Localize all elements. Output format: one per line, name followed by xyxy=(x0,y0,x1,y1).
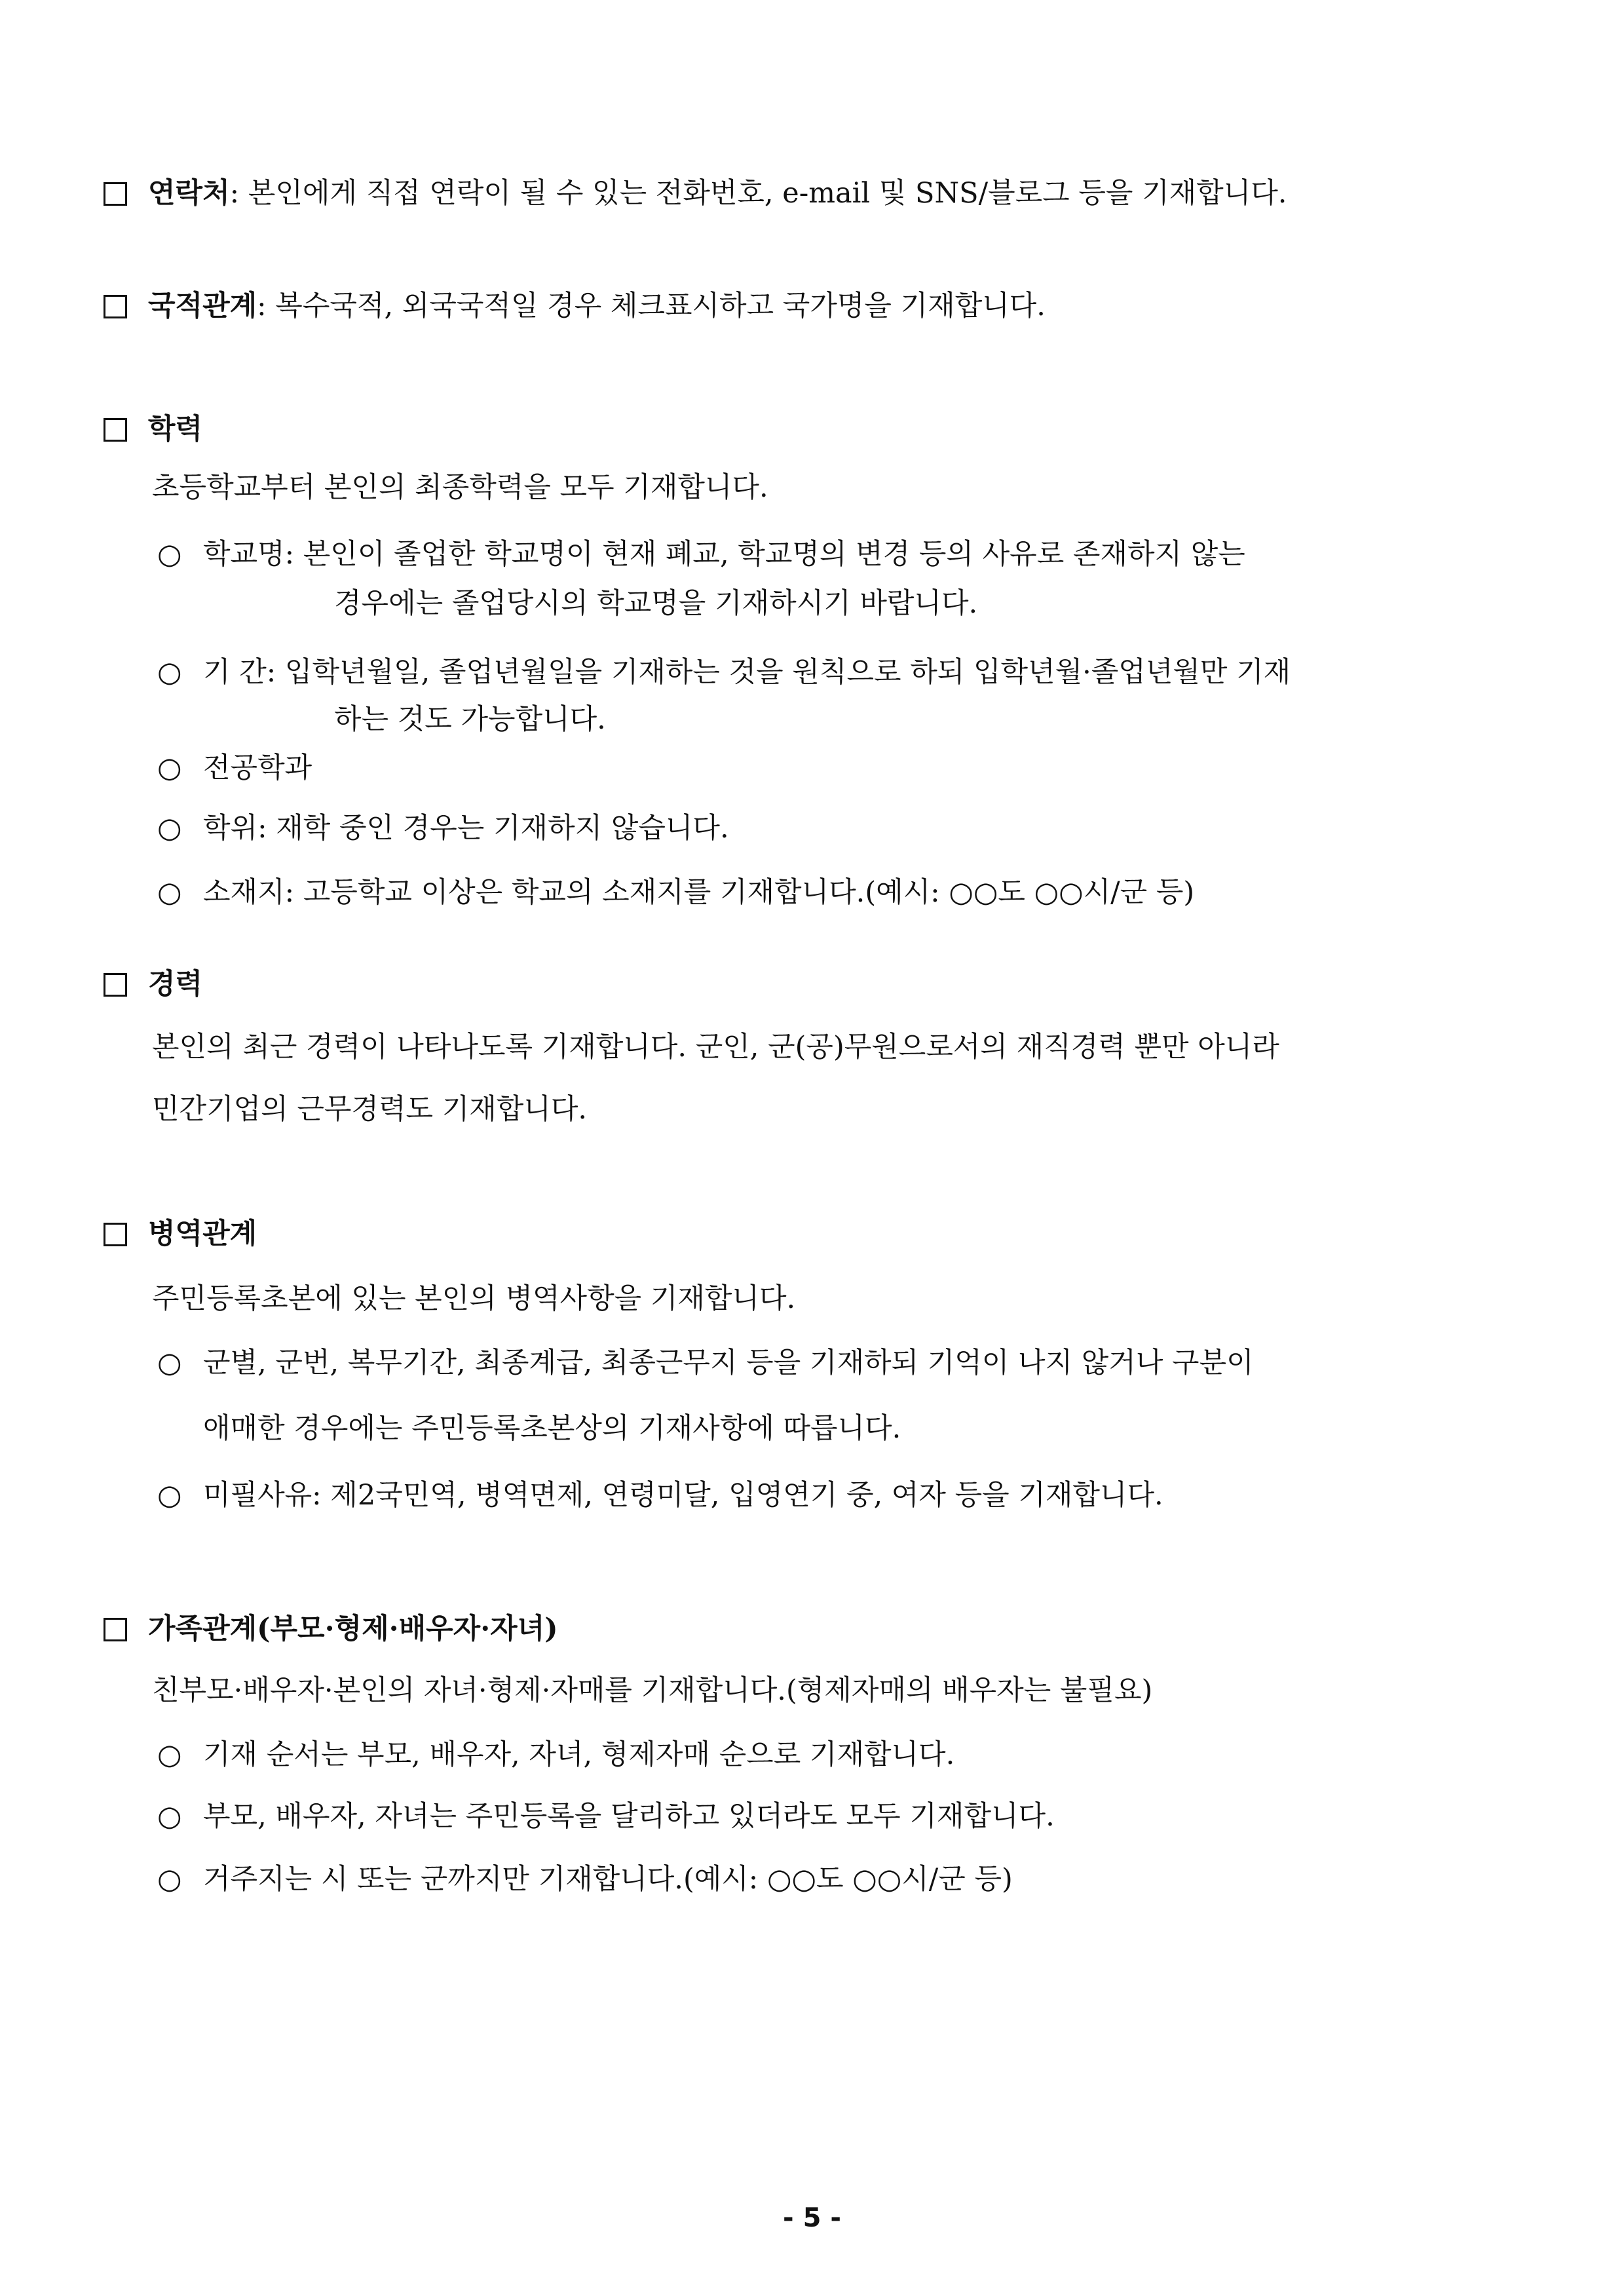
military-item-service xyxy=(157,1343,1254,1383)
bullet-icon: ○ xyxy=(157,1479,182,1512)
bullet-icon: ○ xyxy=(157,1800,182,1833)
bullet-icon: ○ xyxy=(157,538,182,571)
checkbox-icon xyxy=(104,418,127,442)
career-heading xyxy=(104,965,202,1004)
family-item-order-text: 기재 순서는 부모, 배우자, 자녀, 형제자매 순으로 기재합니다. xyxy=(203,1738,955,1771)
family-item-order xyxy=(157,1735,954,1774)
education-heading xyxy=(104,410,202,449)
bullet-icon: ○ xyxy=(157,876,182,909)
military-heading xyxy=(104,1214,257,1253)
nationality-line xyxy=(104,286,1046,326)
page-number: - 5 - xyxy=(783,2203,841,2233)
nationality-title: 국적관계 xyxy=(148,290,257,322)
education-item-degree-text: 학위: 재학 중인 경우는 기재하지 않습니다. xyxy=(203,812,729,845)
military-item-exempt-text: 미필사유: 제2국민역, 병역면제, 연령미달, 입영연기 중, 여자 등을 기재합니다. xyxy=(203,1479,1163,1512)
career-title: 경력 xyxy=(148,968,203,1001)
contact-title: 연락처 xyxy=(148,177,230,210)
family-title: 가족관계(부모·형제·배우자·자녀) xyxy=(148,1613,558,1645)
military-title: 병역관계 xyxy=(148,1217,257,1250)
education-item-degree xyxy=(157,809,729,848)
contact-text: : 본인에게 직접 연락이 될 수 있는 전화번호, e-mail 및 SNS/블로그 등을 기재합니다. xyxy=(229,177,1287,210)
education-item-location-text: 소재지: 고등학교 이상은 학교의 소재지를 기재합니다.(예시: ○○도 ○○시/군 등) xyxy=(203,876,1195,909)
family-item-residence xyxy=(157,1860,1013,1899)
military-item-exempt xyxy=(157,1476,1163,1515)
contact-line xyxy=(104,174,1287,213)
military-item-service-line2: 애매한 경우에는 주민등록초본상의 기재사항에 따릅니다. xyxy=(203,1412,901,1445)
education-item-major-text: 전공학과 xyxy=(203,752,312,784)
education-item-school-line1: 학교명: 본인이 졸업한 학교명이 현재 폐교, 학교명의 변경 등의 사유로 존재하지 않는 xyxy=(203,538,1245,571)
family-item-all-text: 부모, 배우자, 자녀는 주민등록을 달리하고 있더라도 모두 기재합니다. xyxy=(203,1800,1055,1833)
military-item-service-line1: 군별, 군번, 복무기간, 최종계급, 최종근무지 등을 기재하되 기억이 나지 않거나 구분이 xyxy=(203,1347,1254,1379)
checkbox-icon xyxy=(104,1223,127,1246)
bullet-icon: ○ xyxy=(157,1347,182,1379)
bullet-icon: ○ xyxy=(157,812,182,845)
education-item-major xyxy=(157,748,312,788)
military-intro: 주민등록초본에 있는 본인의 병역사항을 기재합니다. xyxy=(152,1282,796,1315)
nationality-text: : 복수국적, 외국국적일 경우 체크표시하고 국가명을 기재합니다. xyxy=(257,290,1046,322)
education-item-school xyxy=(157,535,1245,574)
career-line2: 민간기업의 근무경력도 기재합니다. xyxy=(152,1093,588,1126)
education-item-period xyxy=(157,653,1291,692)
education-intro: 초등학교부터 본인의 최종학력을 모두 기재합니다. xyxy=(152,471,768,504)
education-item-location xyxy=(157,873,1194,912)
bullet-icon: ○ xyxy=(157,656,182,689)
education-title: 학력 xyxy=(148,413,203,446)
family-intro: 친부모·배우자·본인의 자녀·형제·자매를 기재합니다.(형제자매의 배우자는 불필요) xyxy=(152,1674,1153,1707)
checkbox-icon xyxy=(104,182,127,206)
checkbox-icon xyxy=(104,1618,127,1641)
family-heading xyxy=(104,1609,558,1649)
education-item-period-line1: 기 간: 입학년월일, 졸업년월일을 기재하는 것을 원칙으로 하되 입학년월·졸업년월만 기재 xyxy=(203,656,1291,689)
bullet-icon: ○ xyxy=(157,1863,182,1896)
checkbox-icon xyxy=(104,973,127,997)
bullet-icon: ○ xyxy=(157,1738,182,1771)
family-item-all xyxy=(157,1797,1055,1836)
education-item-school-line2: 경우에는 졸업당시의 학교명을 기재하시기 바랍니다. xyxy=(334,587,978,620)
family-item-residence-text: 거주지는 시 또는 군까지만 기재합니다.(예시: ○○도 ○○시/군 등) xyxy=(203,1863,1013,1896)
education-item-period-line2: 하는 것도 가능합니다. xyxy=(334,703,606,736)
checkbox-icon xyxy=(104,295,127,318)
bullet-icon: ○ xyxy=(157,752,182,784)
career-line1: 본인의 최근 경력이 나타나도록 기재합니다. 군인, 군(공)무원으로서의 재직경력 뿐만 아니라 xyxy=(152,1031,1279,1063)
